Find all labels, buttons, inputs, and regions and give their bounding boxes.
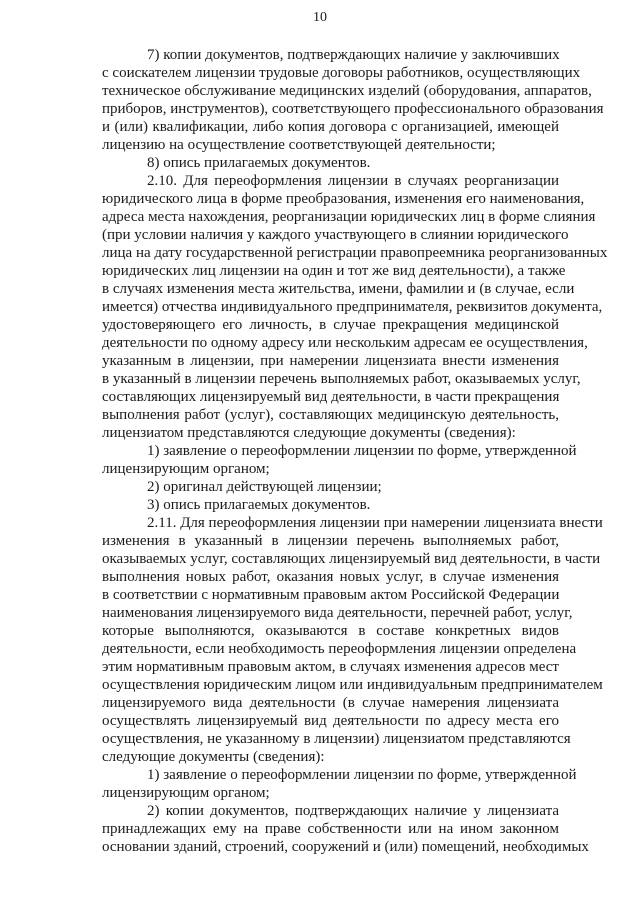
- text-line: деятельности по одному адресу или нескольким адресам ее осуществления,: [102, 335, 588, 351]
- text-line: техническое обслуживание медицинских изделий (оборудования, аппаратов,: [102, 83, 592, 99]
- text-line: выполнения новых работ, оказания новых услуг, в случае изменения: [102, 569, 559, 585]
- text-line: 2.10. Для переоформления лицензии в случаях реорганизации: [147, 173, 559, 189]
- text-line: изменения в указанный в лицензии перечень выполняемых работ,: [102, 533, 559, 549]
- text-line: (при условии наличия у каждого участвующего в слиянии юридического: [102, 227, 569, 243]
- paragraph: [102, 46, 604, 154]
- text-line: выполнения работ (услуг), составляющих медицинскую деятельность,: [102, 407, 559, 423]
- paragraph: [102, 802, 589, 856]
- text-line: которые выполняются, оказываются в составе конкретных видов: [102, 623, 559, 639]
- text-line: 2) копии документов, подтверждающих наличие у лицензиата: [147, 803, 559, 819]
- paragraph: [102, 766, 577, 802]
- text-line: 8) опись прилагаемых документов.: [147, 155, 371, 171]
- text-line: юридического лица в форме преобразования, изменения его наименования,: [102, 191, 585, 207]
- paragraph: [102, 478, 559, 496]
- text-line: 2) оригинал действующей лицензии;: [147, 479, 382, 495]
- text-line: осуществлять лицензируемый вид деятельности по адресу места его: [102, 713, 559, 729]
- text-line: указанным в лицензии, при намерении лицензиата внести изменения: [102, 353, 559, 369]
- text-line: принадлежащих ему на праве собственности или на ином законном: [102, 821, 559, 837]
- text-line: лица на дату государственной регистрации правопреемника реорганизованных: [102, 245, 608, 261]
- text-line: имеется) отчества индивидуального предпринимателя, реквизитов документа,: [102, 299, 603, 315]
- paragraph: [102, 514, 603, 766]
- paragraph: [102, 442, 577, 478]
- text-line: 1) заявление о переоформлении лицензии по форме, утвержденной: [147, 443, 577, 459]
- text-line: 1) заявление о переоформлении лицензии по форме, утвержденной: [147, 767, 577, 783]
- text-line: в случаях изменения места жительства, имени, фамилии и (в случае, если: [102, 281, 575, 297]
- text-line: 2.11. Для переоформления лицензии при намерении лицензиата внести: [147, 515, 603, 531]
- text-line: 7) копии документов, подтверждающих наличие у заключивших: [147, 47, 560, 63]
- text-line: лицензируемого вида деятельности (в случае намерения лицензиата: [102, 695, 559, 711]
- text-line: в соответствии с нормативным правовым актом Российской Федерации: [102, 587, 560, 603]
- text-line: с соискателем лицензии трудовые договоры работников, осуществляющих: [102, 65, 581, 81]
- text-line: лицензирующим органом;: [102, 785, 270, 801]
- text-line: составляющих лицензируемый вид деятельности, в части прекращения: [102, 389, 560, 405]
- text-line: в указанный в лицензии перечень выполняемых работ, оказываемых услуг,: [102, 371, 581, 387]
- paragraph: [102, 154, 559, 172]
- text-line: деятельности, если необходимость переоформления лицензии определена: [102, 641, 577, 657]
- document-body: [102, 46, 608, 856]
- paragraph: [102, 496, 559, 514]
- text-line: следующие документы (сведения):: [102, 749, 325, 765]
- text-line: 3) опись прилагаемых документов.: [147, 497, 371, 513]
- text-line: наименования лицензируемого вида деятельности, перечней работ, услуг,: [102, 605, 573, 621]
- text-line: осуществления юридическим лицом или индивидуальным предпринимателем: [102, 677, 603, 693]
- text-line: лицензирующим органом;: [102, 461, 270, 477]
- text-line: адреса места нахождения, реорганизации юридических лиц в форме слияния: [102, 209, 596, 225]
- text-line: юридических лиц лицензии на один и тот же вид деятельности), а также: [102, 263, 566, 279]
- page-number: 10: [313, 10, 327, 25]
- text-line: приборов, инструментов), соответствующего профессионального образования: [102, 101, 604, 117]
- text-line: и (или) квалификации, либо копия договора с организацией, имеющей: [102, 119, 559, 135]
- paragraph: [102, 172, 608, 442]
- text-line: оказываемых услуг, составляющих лицензируемый вид деятельности, в части: [102, 551, 601, 567]
- text-line: лицензию на осуществление соответствующей деятельности;: [102, 137, 496, 153]
- text-line: основании зданий, строений, сооружений и (или) помещений, необходимых: [102, 839, 589, 855]
- text-line: осуществления, не указанному в лицензии) лицензиатом представляются: [102, 731, 571, 747]
- text-line: этим нормативным правовым актом, в случаях изменения адресов мест: [102, 659, 559, 675]
- text-line: лицензиатом представляются следующие документы (сведения):: [102, 425, 516, 441]
- text-line: удостоверяющего его личность, в случае прекращения медицинской: [102, 317, 559, 333]
